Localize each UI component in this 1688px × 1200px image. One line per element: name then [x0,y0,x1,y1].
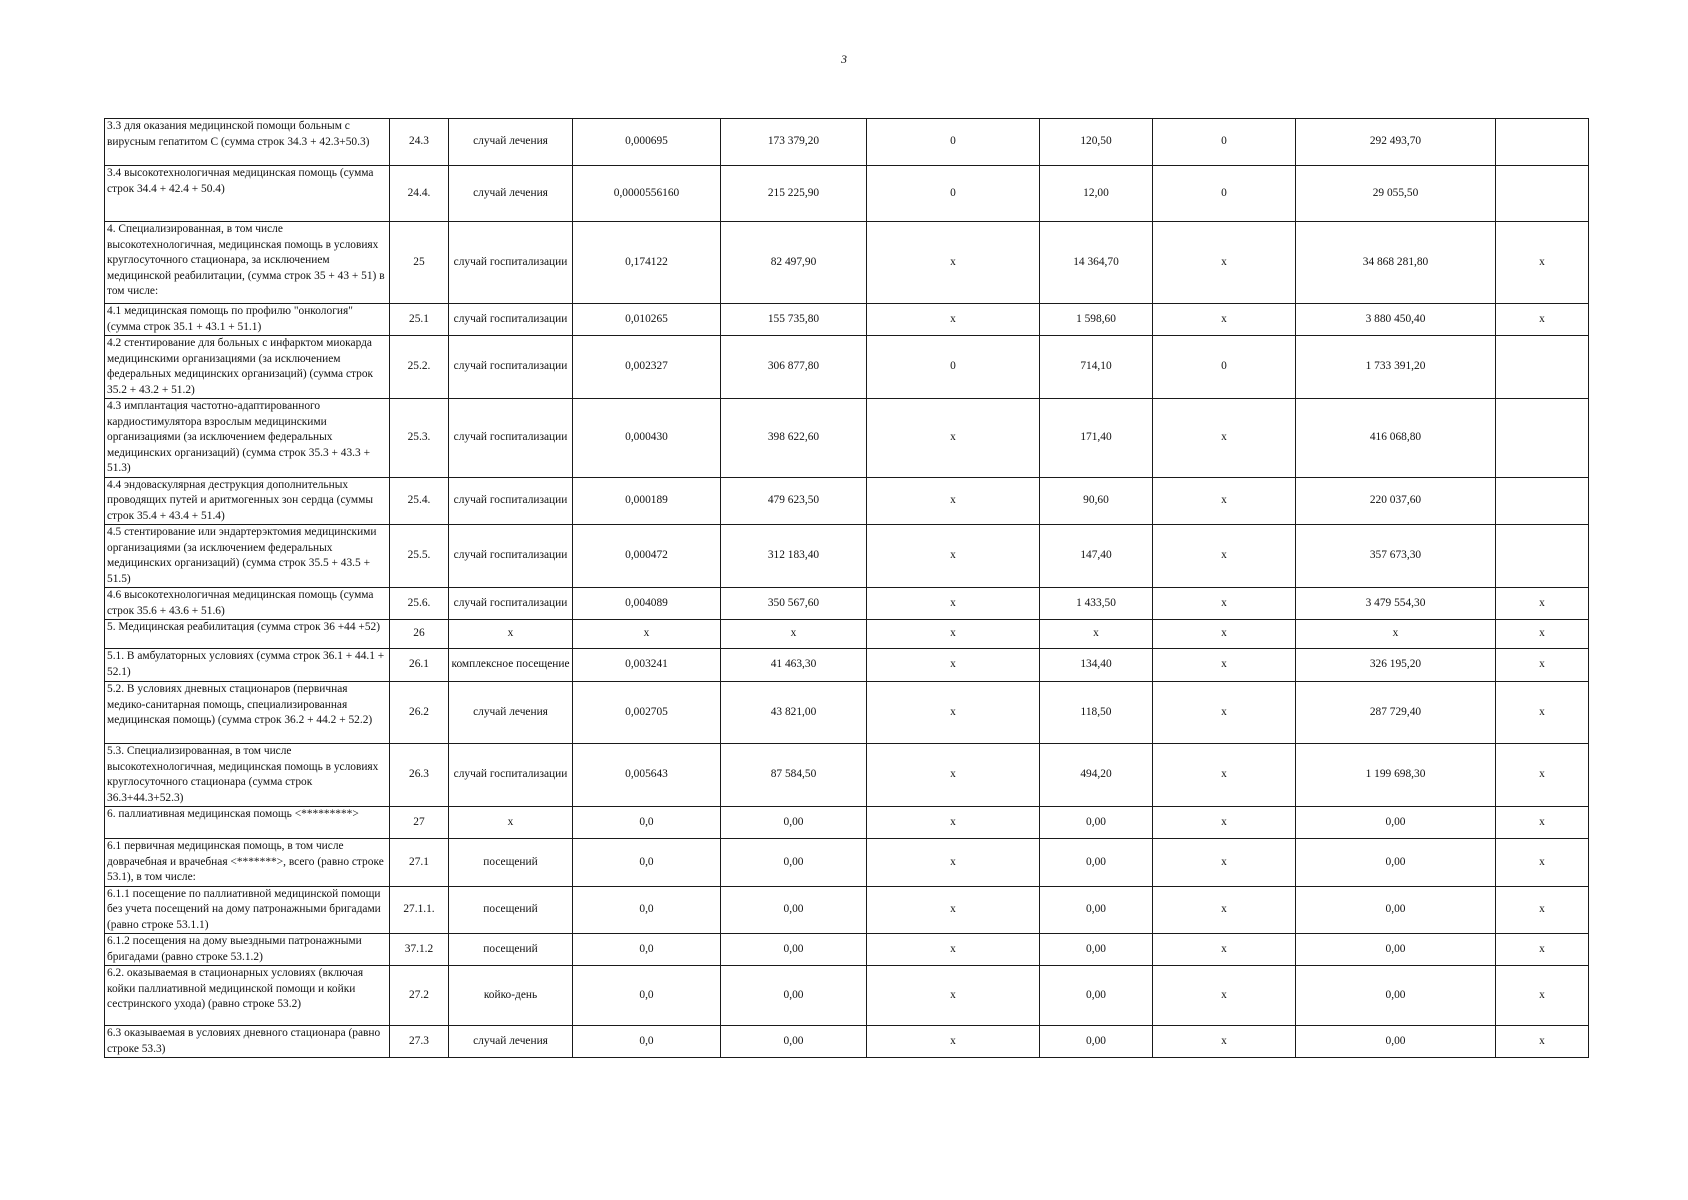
table-row [105,336,1589,399]
row-code-cell: 25.6. [390,588,449,620]
row-norm-cost-cell: 479 623,50 [721,477,867,525]
row-oms-total-cell: 0,00 [1296,966,1496,1026]
row-budget-total-cell: 0 [1153,336,1296,399]
row-oms-per-capita-cell: 1 598,60 [1040,304,1153,336]
row-code-cell: 25 [390,222,449,304]
row-total-share-cell: x [1496,744,1589,807]
row-budget-per-capita-cell: x [867,966,1040,1026]
row-norm-cost-cell: 173 379,20 [721,119,867,166]
row-unit-cell: случай госпитализации [449,304,573,336]
table-row [105,588,1589,620]
table-row [105,807,1589,839]
row-total-share-cell [1496,119,1589,166]
row-name-cell: 4.5 стентирование или эндартерэктомия медицинскими организациями (за исключением федеральных медицинских организаций) (сумма строк 35.5 + 43.5 + 51.5) [105,525,390,588]
row-unit-cell: случай лечения [449,166,573,222]
row-oms-total-cell: 29 055,50 [1296,166,1496,222]
row-oms-total-cell: 3 880 450,40 [1296,304,1496,336]
row-budget-total-cell: x [1153,682,1296,744]
row-budget-total-cell: x [1153,620,1296,649]
table-body [105,119,1589,1058]
row-total-share-cell: x [1496,620,1589,649]
row-norm-cost-cell: 41 463,30 [721,649,867,682]
row-norm-cost-cell: 0,00 [721,886,867,934]
row-total-share-cell: x [1496,649,1589,682]
row-norm-volume-cell: 0,002327 [573,336,721,399]
row-total-share-cell: x [1496,807,1589,839]
row-name-cell: 3.4 высокотехнологичная медицинская помощь (сумма строк 34.4 + 42.4 + 50.4) [105,166,390,222]
data-table [104,118,1589,1058]
row-budget-per-capita-cell: 0 [867,336,1040,399]
row-unit-cell: случай госпитализации [449,525,573,588]
row-budget-total-cell: 0 [1153,119,1296,166]
row-name-cell: 6.1.1 посещение по паллиативной медицинской помощи без учета посещений на дому патронажными бригадами (равно строке 53.1.1) [105,886,390,934]
row-oms-per-capita-cell: 0,00 [1040,934,1153,966]
row-unit-cell: комплексное посещение [449,649,573,682]
row-unit-cell: случай госпитализации [449,336,573,399]
row-unit-cell: x [449,807,573,839]
row-budget-per-capita-cell: x [867,682,1040,744]
row-total-share-cell: x [1496,934,1589,966]
row-budget-total-cell: x [1153,839,1296,887]
row-norm-volume-cell: 0,002705 [573,682,721,744]
row-code-cell: 24.3 [390,119,449,166]
row-unit-cell: случай лечения [449,682,573,744]
row-unit-cell: посещений [449,839,573,887]
row-budget-total-cell: x [1153,222,1296,304]
row-norm-cost-cell: 215 225,90 [721,166,867,222]
row-oms-per-capita-cell: 0,00 [1040,966,1153,1026]
row-oms-total-cell: 326 195,20 [1296,649,1496,682]
table-row [105,620,1589,649]
page-number: 3 [841,52,847,66]
row-code-cell: 27.2 [390,966,449,1026]
row-budget-per-capita-cell: x [867,1026,1040,1058]
row-unit-cell: койко-день [449,966,573,1026]
row-oms-total-cell: 3 479 554,30 [1296,588,1496,620]
table-row [105,839,1589,887]
row-oms-total-cell: 1 733 391,20 [1296,336,1496,399]
row-oms-per-capita-cell: 90,60 [1040,477,1153,525]
row-norm-cost-cell: 82 497,90 [721,222,867,304]
row-code-cell: 37.1.2 [390,934,449,966]
row-code-cell: 25.3. [390,399,449,478]
row-budget-per-capita-cell: x [867,744,1040,807]
row-oms-per-capita-cell: 134,40 [1040,649,1153,682]
row-code-cell: 26.2 [390,682,449,744]
row-budget-per-capita-cell: x [867,222,1040,304]
row-code-cell: 27.1.1. [390,886,449,934]
row-oms-total-cell: 287 729,40 [1296,682,1496,744]
row-total-share-cell: x [1496,304,1589,336]
row-total-share-cell [1496,166,1589,222]
table-row [105,966,1589,1026]
row-name-cell: 4.6 высокотехнологичная медицинская помощь (сумма строк 35.6 + 43.6 + 51.6) [105,588,390,620]
row-budget-total-cell: x [1153,807,1296,839]
row-norm-cost-cell: 155 735,80 [721,304,867,336]
row-oms-per-capita-cell: 0,00 [1040,1026,1153,1058]
row-name-cell: 6.3 оказываемая в условиях дневного стационара (равно строке 53.3) [105,1026,390,1058]
row-oms-total-cell: 292 493,70 [1296,119,1496,166]
row-unit-cell: посещений [449,934,573,966]
row-norm-volume-cell: 0,0000556160 [573,166,721,222]
table-row [105,934,1589,966]
row-unit-cell: случай госпитализации [449,399,573,478]
row-budget-total-cell: x [1153,966,1296,1026]
row-oms-total-cell: 220 037,60 [1296,477,1496,525]
row-norm-volume-cell: 0,0 [573,934,721,966]
row-name-cell: 6.1.2 посещения на дому выездными патронажными бригадами (равно строке 53.1.2) [105,934,390,966]
row-budget-per-capita-cell: x [867,807,1040,839]
row-oms-total-cell: 357 673,30 [1296,525,1496,588]
row-oms-total-cell: x [1296,620,1496,649]
row-name-cell: 4.2 стентирование для больных с инфарктом миокарда медицинскими организациями (за исключением федеральных медицинских организаций) (сумма строк 35.2 + 43.2 + 51.2) [105,336,390,399]
row-norm-volume-cell: 0,010265 [573,304,721,336]
row-unit-cell: x [449,620,573,649]
row-name-cell: 5.2. В условиях дневных стационаров (первичная медико-санитарная помощь, специализированная медицинская помощь) (сумма строк 36.2 + 44.2 + 52.2) [105,682,390,744]
row-oms-total-cell: 0,00 [1296,839,1496,887]
row-norm-volume-cell: 0,005643 [573,744,721,807]
row-total-share-cell: x [1496,682,1589,744]
row-norm-volume-cell: x [573,620,721,649]
row-oms-total-cell: 34 868 281,80 [1296,222,1496,304]
row-norm-volume-cell: 0,003241 [573,649,721,682]
row-total-share-cell: x [1496,839,1589,887]
row-budget-per-capita-cell: x [867,477,1040,525]
row-unit-cell: случай лечения [449,1026,573,1058]
row-name-cell: 6. паллиативная медицинская помощь <*********> [105,807,390,839]
row-norm-cost-cell: 306 877,80 [721,336,867,399]
row-name-cell: 6.1 первичная медицинская помощь, в том числе доврачебная и врачебная <*******>, всего (равно строке 53.1), в том числе: [105,839,390,887]
row-total-share-cell [1496,399,1589,478]
table-row [105,477,1589,525]
row-name-cell: 5.1. В амбулаторных условиях (сумма строк 36.1 + 44.1 + 52.1) [105,649,390,682]
row-oms-total-cell: 0,00 [1296,807,1496,839]
row-norm-cost-cell: 350 567,60 [721,588,867,620]
row-norm-cost-cell: 398 622,60 [721,399,867,478]
row-oms-total-cell: 416 068,80 [1296,399,1496,478]
row-unit-cell: случай госпитализации [449,744,573,807]
row-norm-volume-cell: 0,000430 [573,399,721,478]
table-row [105,682,1589,744]
row-budget-per-capita-cell: 0 [867,166,1040,222]
row-norm-volume-cell: 0,004089 [573,588,721,620]
row-budget-total-cell: x [1153,304,1296,336]
row-budget-total-cell: x [1153,1026,1296,1058]
row-norm-volume-cell: 0,0 [573,1026,721,1058]
table-row [105,525,1589,588]
row-oms-per-capita-cell: 14 364,70 [1040,222,1153,304]
row-norm-cost-cell: 43 821,00 [721,682,867,744]
row-budget-per-capita-cell: x [867,886,1040,934]
row-budget-total-cell: x [1153,744,1296,807]
table-row [105,886,1589,934]
row-budget-total-cell: x [1153,934,1296,966]
row-budget-total-cell: x [1153,588,1296,620]
row-norm-cost-cell: 0,00 [721,1026,867,1058]
row-budget-per-capita-cell: x [867,304,1040,336]
row-unit-cell: случай госпитализации [449,588,573,620]
row-oms-per-capita-cell: 494,20 [1040,744,1153,807]
row-budget-total-cell: x [1153,399,1296,478]
row-total-share-cell: x [1496,1026,1589,1058]
row-norm-cost-cell: 312 183,40 [721,525,867,588]
row-budget-per-capita-cell: x [867,588,1040,620]
row-budget-total-cell: x [1153,477,1296,525]
row-name-cell: 5.3. Специализированная, в том числе высокотехнологичная, медицинская помощь в условиях круглосуточного стационара (сумма строк 36.3+44.3+52.3) [105,744,390,807]
row-unit-cell: случай госпитализации [449,222,573,304]
row-total-share-cell: x [1496,886,1589,934]
row-name-cell: 4. Специализированная, в том числе высокотехнологичная, медицинская помощь в условиях круглосуточного стационара, за исключением медицинской реабилитации, (сумма строк 35 + 43 + 51) в том числе: [105,222,390,304]
row-norm-volume-cell: 0,000695 [573,119,721,166]
row-oms-per-capita-cell: 714,10 [1040,336,1153,399]
table-row [105,166,1589,222]
row-norm-volume-cell: 0,0 [573,807,721,839]
row-total-share-cell [1496,336,1589,399]
table-row [105,304,1589,336]
row-budget-total-cell: 0 [1153,166,1296,222]
row-budget-per-capita-cell: x [867,525,1040,588]
row-total-share-cell: x [1496,966,1589,1026]
row-total-share-cell: x [1496,588,1589,620]
row-code-cell: 25.4. [390,477,449,525]
row-code-cell: 25.2. [390,336,449,399]
row-total-share-cell [1496,525,1589,588]
row-norm-cost-cell: x [721,620,867,649]
row-norm-volume-cell: 0,000189 [573,477,721,525]
table-row [105,119,1589,166]
row-norm-volume-cell: 0,174122 [573,222,721,304]
row-norm-volume-cell: 0,0 [573,886,721,934]
row-budget-per-capita-cell: 0 [867,119,1040,166]
row-norm-cost-cell: 0,00 [721,807,867,839]
row-oms-per-capita-cell: x [1040,620,1153,649]
row-norm-volume-cell: 0,0 [573,839,721,887]
row-code-cell: 25.1 [390,304,449,336]
row-name-cell: 4.1 медицинская помощь по профилю "онкология" (сумма строк 35.1 + 43.1 + 51.1) [105,304,390,336]
row-unit-cell: посещений [449,886,573,934]
row-oms-per-capita-cell: 0,00 [1040,886,1153,934]
row-oms-per-capita-cell: 147,40 [1040,525,1153,588]
row-norm-volume-cell: 0,000472 [573,525,721,588]
row-oms-per-capita-cell: 118,50 [1040,682,1153,744]
table-row [105,744,1589,807]
row-norm-cost-cell: 0,00 [721,839,867,887]
row-budget-per-capita-cell: x [867,399,1040,478]
row-norm-volume-cell: 0,0 [573,966,721,1026]
row-budget-per-capita-cell: x [867,649,1040,682]
row-budget-per-capita-cell: x [867,934,1040,966]
row-name-cell: 4.4 эндоваскулярная деструкция дополнительных проводящих путей и аритмогенных зон сердца (суммы строк 35.4 + 43.4 + 51.4) [105,477,390,525]
row-name-cell: 3.3 для оказания медицинской помощи больным с вирусным гепатитом С (сумма строк 34.3 + 42.3+50.3) [105,119,390,166]
row-norm-cost-cell: 0,00 [721,966,867,1026]
row-total-share-cell: x [1496,222,1589,304]
row-budget-total-cell: x [1153,649,1296,682]
row-budget-per-capita-cell: x [867,839,1040,887]
row-oms-total-cell: 0,00 [1296,934,1496,966]
row-oms-per-capita-cell: 120,50 [1040,119,1153,166]
row-oms-per-capita-cell: 0,00 [1040,807,1153,839]
row-total-share-cell [1496,477,1589,525]
row-oms-total-cell: 0,00 [1296,886,1496,934]
row-norm-cost-cell: 0,00 [721,934,867,966]
row-budget-total-cell: x [1153,525,1296,588]
row-budget-per-capita-cell: x [867,620,1040,649]
row-code-cell: 26 [390,620,449,649]
table-row [105,399,1589,478]
row-code-cell: 27.1 [390,839,449,887]
row-oms-per-capita-cell: 1 433,50 [1040,588,1153,620]
row-code-cell: 26.1 [390,649,449,682]
row-code-cell: 24.4. [390,166,449,222]
row-norm-cost-cell: 87 584,50 [721,744,867,807]
row-code-cell: 26.3 [390,744,449,807]
table-row [105,222,1589,304]
row-name-cell: 5. Медицинская реабилитация (сумма строк 36 +44 +52) [105,620,390,649]
row-unit-cell: случай госпитализации [449,477,573,525]
row-code-cell: 25.5. [390,525,449,588]
table-row [105,1026,1589,1058]
row-oms-per-capita-cell: 171,40 [1040,399,1153,478]
row-name-cell: 6.2. оказываемая в стационарных условиях (включая койки паллиативной медицинской помощи и койки сестринского ухода) (равно строке 53.2) [105,966,390,1026]
row-unit-cell: случай лечения [449,119,573,166]
row-oms-per-capita-cell: 12,00 [1040,166,1153,222]
row-oms-total-cell: 1 199 698,30 [1296,744,1496,807]
row-code-cell: 27.3 [390,1026,449,1058]
row-oms-per-capita-cell: 0,00 [1040,839,1153,887]
row-oms-total-cell: 0,00 [1296,1026,1496,1058]
row-code-cell: 27 [390,807,449,839]
row-budget-total-cell: x [1153,886,1296,934]
table-row [105,649,1589,682]
row-name-cell: 4.3 имплантация частотно-адаптированного кардиостимулятора взрослым медицинскими организациями (за исключением федеральных медицинских организаций) (сумма строк 35.3 + 43.3 + 51.3) [105,399,390,478]
